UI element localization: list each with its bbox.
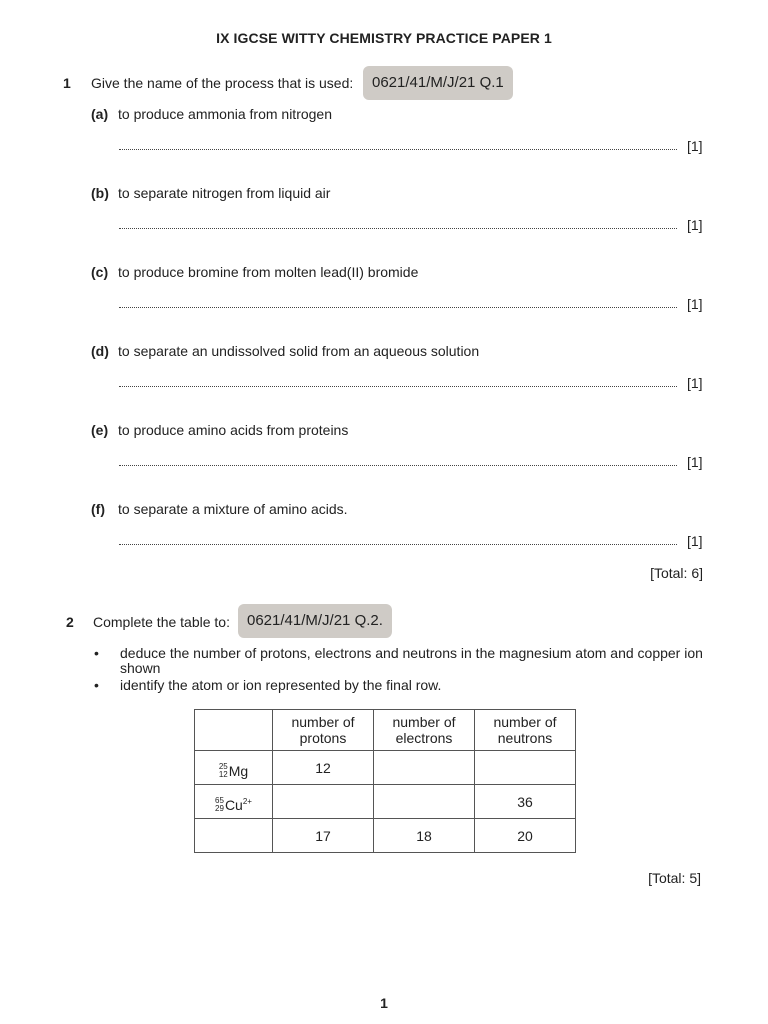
bullet-glyph: • bbox=[94, 645, 99, 661]
bullet-glyph: • bbox=[94, 677, 99, 693]
question-1-number: 1 bbox=[63, 75, 71, 91]
atomic-number: 12 bbox=[218, 770, 228, 779]
electrons-cell[interactable] bbox=[374, 751, 475, 785]
protons-cell[interactable]: 12 bbox=[273, 751, 374, 785]
answer-line[interactable] bbox=[119, 149, 677, 150]
question-1-reference-tag: 0621/41/M/J/21 Q.1 bbox=[363, 66, 513, 100]
question-2-reference-tag: 0621/41/M/J/21 Q.2. bbox=[238, 604, 392, 638]
species-cell bbox=[195, 785, 273, 819]
protons-cell: 17 bbox=[273, 819, 374, 853]
table-header-row bbox=[195, 710, 576, 751]
part-text: to separate an undissolved solid from an aqueous solution bbox=[118, 343, 480, 359]
part-letter: (e) bbox=[91, 422, 109, 438]
answer-line[interactable] bbox=[119, 465, 677, 466]
part-letter: (d) bbox=[91, 343, 109, 359]
neutrons-cell[interactable]: 36 bbox=[475, 785, 576, 819]
bullet-item bbox=[94, 646, 709, 676]
question-2-prompt: Complete the table to: bbox=[93, 614, 230, 630]
table-header-cell: number of neutrons bbox=[475, 710, 576, 751]
mark-allocation: [1] bbox=[687, 533, 703, 549]
electrons-cell[interactable] bbox=[374, 785, 475, 819]
mark-allocation: [1] bbox=[687, 296, 703, 312]
mark-allocation: [1] bbox=[687, 138, 703, 154]
neutrons-cell[interactable] bbox=[475, 751, 576, 785]
question-1-prompt: Give the name of the process that is used: bbox=[91, 75, 354, 91]
mark-allocation: [1] bbox=[687, 217, 703, 233]
nuclide-symbol bbox=[219, 763, 248, 779]
page-number: 1 bbox=[380, 995, 388, 1011]
element-symbol: Mg bbox=[228, 763, 249, 779]
table-row bbox=[195, 785, 576, 819]
table-header-cell: number of protons bbox=[273, 710, 374, 751]
table-header-cell: number of electrons bbox=[374, 710, 475, 751]
part-letter: (b) bbox=[91, 185, 109, 201]
bullet-item bbox=[94, 678, 709, 693]
question-2-total: [Total: 5] bbox=[648, 870, 701, 886]
ion-charge: 2+ bbox=[242, 796, 252, 806]
question-2-bullet-list bbox=[94, 646, 709, 695]
part-letter: (a) bbox=[91, 106, 109, 122]
question-2-number: 2 bbox=[66, 614, 74, 630]
part-text: to separate nitrogen from liquid air bbox=[118, 185, 331, 201]
part-text: to produce ammonia from nitrogen bbox=[118, 106, 332, 122]
question-1-total: [Total: 6] bbox=[650, 565, 703, 581]
answer-line[interactable] bbox=[119, 307, 677, 308]
part-letter: (c) bbox=[91, 264, 109, 280]
mass-number: 65 bbox=[215, 796, 224, 805]
species-cell[interactable] bbox=[195, 819, 273, 853]
electrons-cell: 18 bbox=[374, 819, 475, 853]
mass-number: 25 bbox=[218, 762, 228, 771]
atomic-number: 29 bbox=[215, 804, 224, 813]
answer-line[interactable] bbox=[119, 228, 677, 229]
paper-title: IX IGCSE WITTY CHEMISTRY PRACTICE PAPER 1 bbox=[216, 30, 552, 46]
bullet-text: deduce the number of protons, electrons and neutrons in the magnesium atom and copper ion shown bbox=[120, 645, 703, 676]
table-header-cell bbox=[195, 710, 273, 751]
table-row bbox=[195, 751, 576, 785]
table-row bbox=[195, 819, 576, 853]
part-text: to produce bromine from molten lead(II) bromide bbox=[118, 264, 419, 280]
protons-cell[interactable] bbox=[273, 785, 374, 819]
species-cell bbox=[195, 751, 273, 785]
part-text: to separate a mixture of amino acids. bbox=[118, 501, 348, 517]
part-text: to produce amino acids from proteins bbox=[118, 422, 349, 438]
neutrons-cell: 20 bbox=[475, 819, 576, 853]
element-symbol: Cu bbox=[224, 797, 243, 813]
mark-allocation: [1] bbox=[687, 375, 703, 391]
mark-allocation: [1] bbox=[687, 454, 703, 470]
bullet-text: identify the atom or ion represented by the final row. bbox=[120, 677, 442, 693]
nuclide-symbol bbox=[215, 797, 252, 813]
answer-line[interactable] bbox=[119, 544, 677, 545]
part-letter: (f) bbox=[91, 501, 105, 517]
particles-table bbox=[194, 709, 576, 853]
answer-line[interactable] bbox=[119, 386, 677, 387]
